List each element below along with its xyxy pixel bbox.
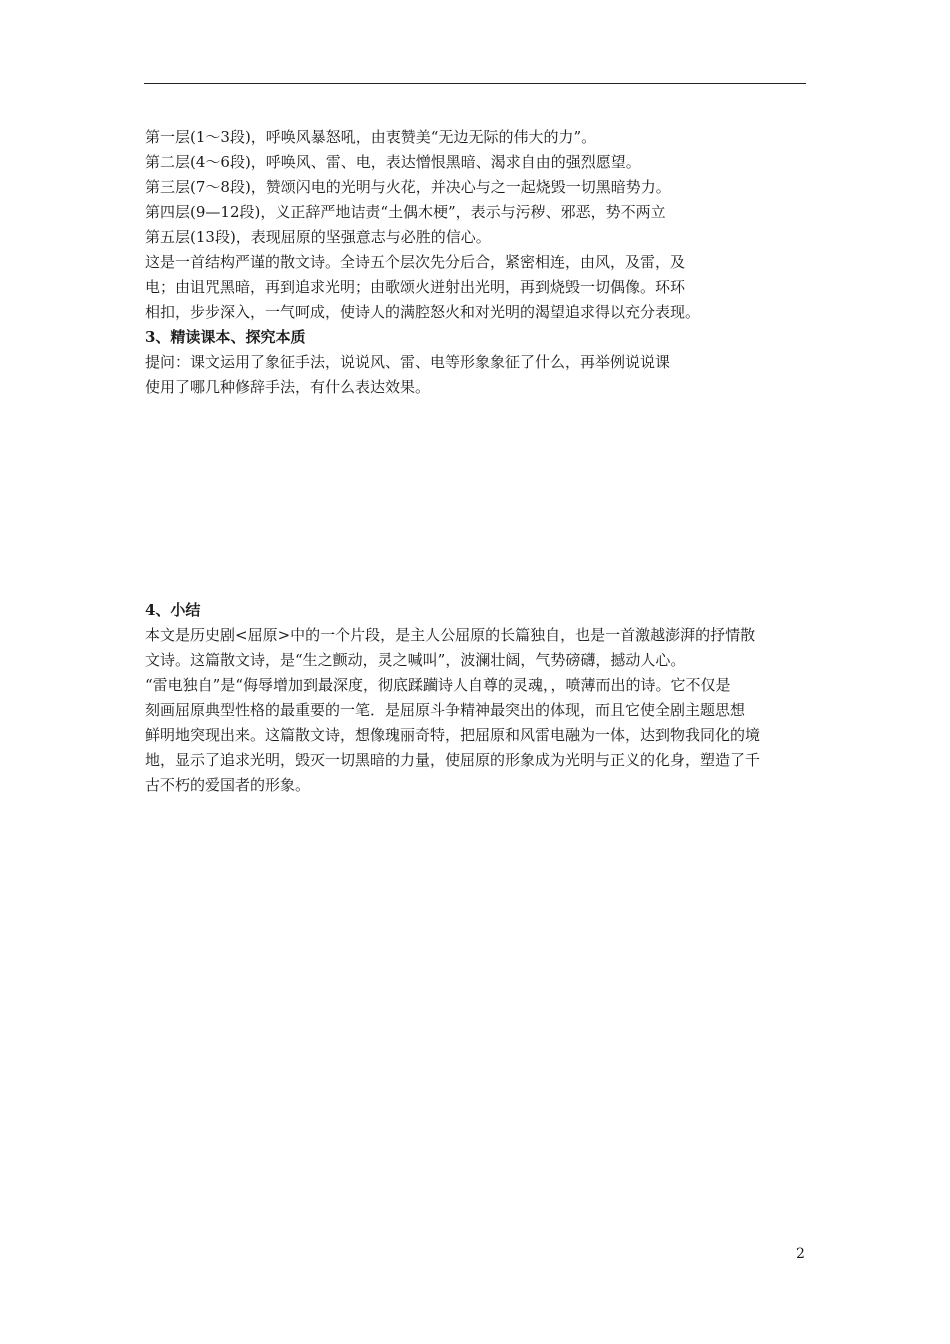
layer-4: 第四层(9—12段)，义正辞严地诘责“土偶木梗”，表示与污秽、邪恶，势不两立 [145,203,666,221]
section4-heading: 4、小结 [145,601,201,619]
layer-1: 第一层(1～3段)，呼唤风暴怒吼，由衷赞美“无边无际的伟大的力”。 [145,128,597,146]
page-number: 2 [796,1246,805,1262]
layer-3: 第三层(7～8段)，赞颂闪电的光明与火花，并决心与之一起烧毁一切黑暗势力。 [145,178,671,196]
layer-2: 第二层(4～6段)，呼唤风、雷、电，表达憎恨黑暗、渴求自由的强烈愿望。 [145,153,641,171]
layer-5: 第五层(13段)，表现屈原的坚强意志与必胜的信心。 [145,228,491,246]
summary-line: “雷电独自”是“侮辱增加到最深度，彻底蹂躏诗人自尊的灵魂，，喷薄而出的诗。它不仅是 [145,676,731,694]
summary-line: 古不朽的爱国者的形象。 [145,776,311,794]
section3-line: 使用了哪几种修辞手法，有什么表达效果。 [145,378,431,396]
structure-line: 相扣，步步深入，一气呵成，使诗人的满腔怒火和对光明的渴望追求得以充分表现。 [145,303,701,321]
summary-line: 地，显示了追求光明，毁灭一切黑暗的力量，使屈原的形象成为光明与正义的化身，塑造了千 [145,751,761,769]
summary-line: 刻画屈原典型性格的最重要的一笔．是屈原斗争精神最突出的体现，而且它使全剧主题思想 [145,701,746,719]
section3-heading: 3、精读课本、探究本质 [145,328,306,346]
summary-line: 文诗。这篇散文诗，是“生之颤动，灵之喊叫”，波澜壮阔，气势磅礴，撼动人心。 [145,651,686,669]
section3-line: 提问：课文运用了象征手法，说说风、雷、电等形象象征了什么，再举例说说课 [145,353,671,371]
summary-line: 本文是历史剧<屈原>中的一个片段，是主人公屈原的长篇独自，也是一首激越澎湃的抒情散 [145,626,756,644]
structure-line: 电；由诅咒黑暗，再到追求光明；由歌颂火迸射出光明，再到烧毁一切偶像。环环 [145,278,686,296]
header-rule [144,83,806,84]
structure-line: 这是一首结构严谨的散文诗。全诗五个层次先分后合，紧密相连，由风，及雷，及 [145,253,686,271]
summary-line: 鲜明地突现出来。这篇散文诗，想像瑰丽奇特，把屈原和风雷电融为一体，达到物我同化的境 [145,726,761,744]
